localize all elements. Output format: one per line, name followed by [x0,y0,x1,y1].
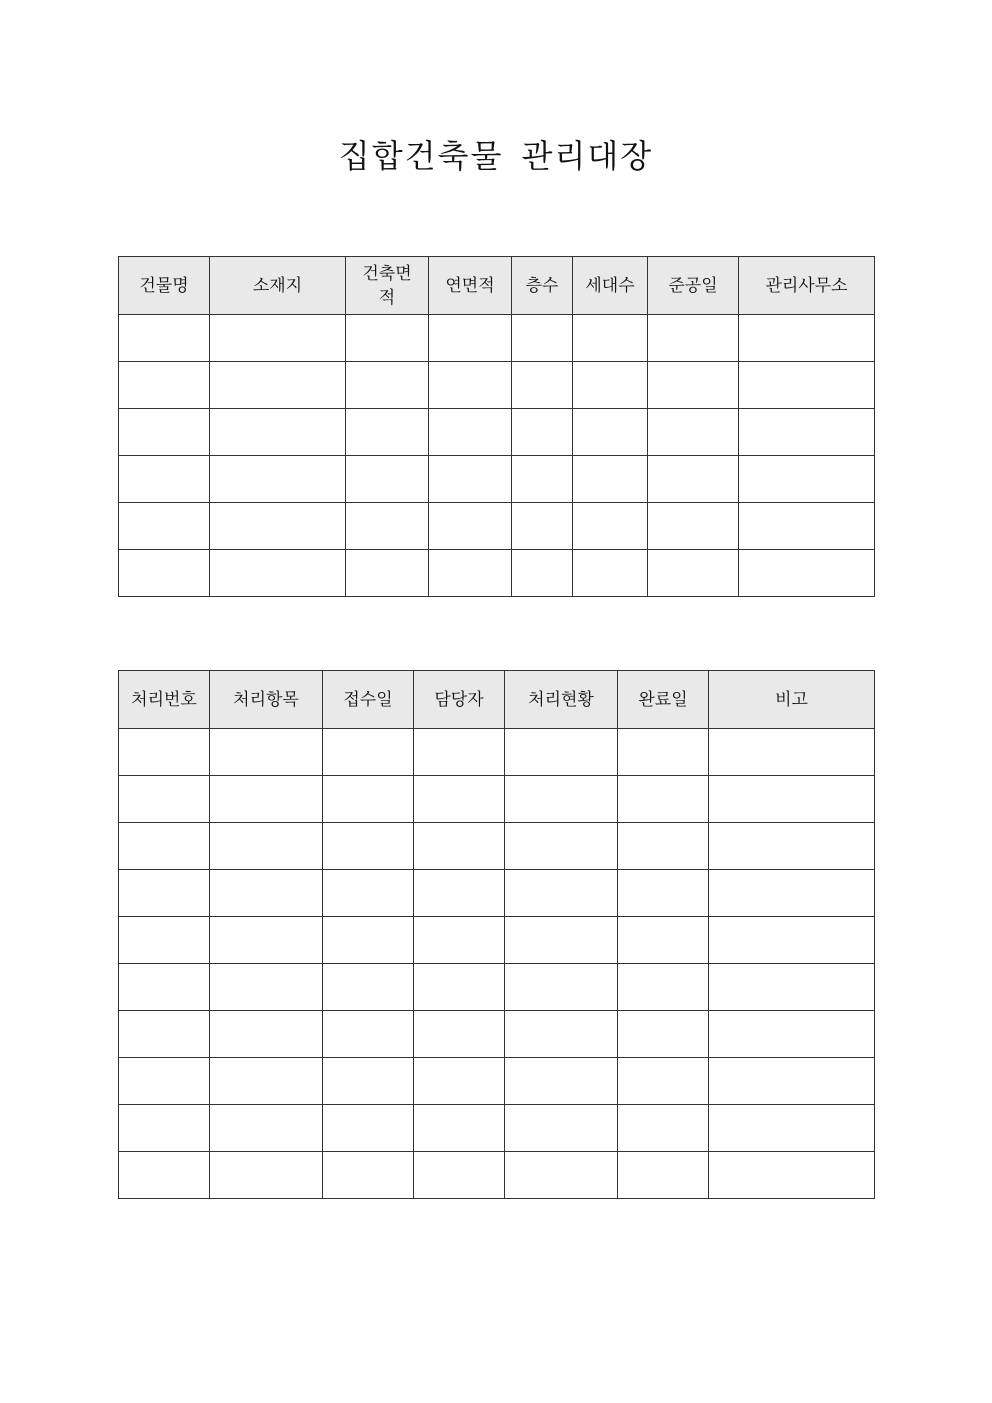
table-cell[interactable] [119,503,210,550]
table-row [119,1011,875,1058]
table-cell[interactable] [346,456,429,503]
table-cell[interactable] [429,409,512,456]
table-cell[interactable] [210,776,323,823]
table-cell[interactable] [119,1152,210,1199]
table-cell[interactable] [618,729,709,776]
table-row [119,964,875,1011]
table-cell[interactable] [323,1011,414,1058]
header-completion-date: 완료일 [618,671,709,729]
table-row [119,362,875,409]
table-cell[interactable] [210,315,346,362]
table-cell[interactable] [709,1058,875,1105]
header-building-area-label: 건축면적 [362,263,412,308]
header-building-area [346,257,429,315]
table-cell[interactable] [119,409,210,456]
table-cell[interactable] [210,870,323,917]
table-row [119,409,875,456]
table-cell[interactable] [323,776,414,823]
table-cell[interactable] [648,409,739,456]
table-row [119,776,875,823]
table-cell[interactable] [573,362,648,409]
table-cell[interactable] [119,362,210,409]
table-cell[interactable] [210,503,346,550]
table-cell[interactable] [414,870,505,917]
table-cell[interactable] [505,823,618,870]
table-cell[interactable] [414,1058,505,1105]
processing-record-table [118,670,875,1199]
header-management-office: 관리사무소 [739,257,875,315]
table-cell[interactable] [709,870,875,917]
table-row [119,456,875,503]
table-cell[interactable] [618,1058,709,1105]
table-cell[interactable] [323,1152,414,1199]
table-cell[interactable] [414,1105,505,1152]
table-cell[interactable] [618,1152,709,1199]
table-cell[interactable] [512,362,573,409]
table-row [119,1058,875,1105]
table-cell[interactable] [709,1011,875,1058]
table-cell[interactable] [512,315,573,362]
header-person-in-charge: 담당자 [414,671,505,729]
table-cell[interactable] [739,456,875,503]
table-cell[interactable] [618,870,709,917]
table-cell[interactable] [119,1058,210,1105]
table-cell[interactable] [429,315,512,362]
table-cell[interactable] [739,409,875,456]
table-cell[interactable] [210,362,346,409]
header-households: 세대수 [573,257,648,315]
header-completion-date: 준공일 [648,257,739,315]
table-cell[interactable] [573,456,648,503]
table-cell[interactable] [709,964,875,1011]
table-cell[interactable] [210,917,323,964]
table-cell[interactable] [429,550,512,597]
table-row [119,315,875,362]
table-cell[interactable] [346,315,429,362]
table-row [119,1105,875,1152]
table-cell[interactable] [119,729,210,776]
table-cell[interactable] [739,315,875,362]
table-header-row [119,671,875,729]
table-cell[interactable] [709,729,875,776]
table-cell[interactable] [505,1105,618,1152]
table-cell[interactable] [323,729,414,776]
table-cell[interactable] [210,1152,323,1199]
header-process-number: 처리번호 [119,671,210,729]
table-cell[interactable] [429,362,512,409]
table-cell[interactable] [505,729,618,776]
table-cell[interactable] [739,503,875,550]
table-cell[interactable] [346,550,429,597]
table-row [119,1152,875,1199]
table-cell[interactable] [119,456,210,503]
header-remarks: 비고 [709,671,875,729]
table-cell[interactable] [709,1152,875,1199]
table-cell[interactable] [709,917,875,964]
table-cell[interactable] [618,917,709,964]
table-cell[interactable] [505,917,618,964]
table-cell[interactable] [210,1058,323,1105]
building-info-table [118,256,875,597]
table-row [119,550,875,597]
table-row [119,823,875,870]
table-cell[interactable] [414,729,505,776]
table-cell[interactable] [119,776,210,823]
table-cell[interactable] [323,1058,414,1105]
table-cell[interactable] [346,409,429,456]
table-cell[interactable] [648,456,739,503]
table-cell[interactable] [414,1152,505,1199]
table-cell[interactable] [618,964,709,1011]
table-cell[interactable] [618,823,709,870]
table-cell[interactable] [573,409,648,456]
table-cell[interactable] [119,315,210,362]
header-process-item: 처리항목 [210,671,323,729]
table-cell[interactable] [323,964,414,1011]
table-row [119,729,875,776]
table-cell[interactable] [512,456,573,503]
header-floors: 층수 [512,257,573,315]
table-cell[interactable] [709,1105,875,1152]
table-cell[interactable] [505,1152,618,1199]
table-cell[interactable] [119,870,210,917]
table-cell[interactable] [512,503,573,550]
table-cell[interactable] [573,550,648,597]
table-cell[interactable] [323,823,414,870]
table-cell[interactable] [346,503,429,550]
table-cell[interactable] [709,823,875,870]
table-cell[interactable] [210,550,346,597]
table-cell[interactable] [210,456,346,503]
table-cell[interactable] [505,1058,618,1105]
table-cell[interactable] [618,1011,709,1058]
table-header-row [119,257,875,315]
header-process-status: 처리현황 [505,671,618,729]
header-location: 소재지 [210,257,346,315]
table-cell[interactable] [414,776,505,823]
page-title: 집합건축물 관리대장 [338,137,654,175]
header-building-name: 건물명 [119,257,210,315]
table-cell[interactable] [346,362,429,409]
table-cell[interactable] [210,729,323,776]
table-cell[interactable] [739,550,875,597]
table-cell[interactable] [429,456,512,503]
header-receipt-date: 접수일 [323,671,414,729]
table-cell[interactable] [210,823,323,870]
table-cell[interactable] [119,1011,210,1058]
table-cell[interactable] [210,409,346,456]
table-cell[interactable] [505,1011,618,1058]
table-cell[interactable] [648,550,739,597]
table-row [119,503,875,550]
table-cell[interactable] [210,964,323,1011]
table-cell[interactable] [414,823,505,870]
table-row [119,870,875,917]
table-cell[interactable] [119,1105,210,1152]
table-cell[interactable] [512,550,573,597]
table-cell[interactable] [739,362,875,409]
table-cell[interactable] [573,315,648,362]
table-cell[interactable] [618,776,709,823]
table-row [119,917,875,964]
table-cell[interactable] [210,1105,323,1152]
table-cell[interactable] [573,503,648,550]
table-cell[interactable] [414,917,505,964]
table-cell[interactable] [119,917,210,964]
table-cell[interactable] [323,870,414,917]
table-cell[interactable] [414,964,505,1011]
table-cell[interactable] [210,1011,323,1058]
table-cell[interactable] [709,776,875,823]
table-cell[interactable] [119,823,210,870]
table-cell[interactable] [429,503,512,550]
table-cell[interactable] [323,1105,414,1152]
table-cell[interactable] [323,917,414,964]
table-cell[interactable] [505,776,618,823]
table-cell[interactable] [512,409,573,456]
table-cell[interactable] [119,964,210,1011]
table-cell[interactable] [505,870,618,917]
table-cell[interactable] [648,503,739,550]
table-cell[interactable] [648,362,739,409]
table-cell[interactable] [648,315,739,362]
table-cell[interactable] [505,964,618,1011]
header-total-floor-area: 연면적 [429,257,512,315]
table-cell[interactable] [618,1105,709,1152]
table-cell[interactable] [119,550,210,597]
table-cell[interactable] [414,1011,505,1058]
